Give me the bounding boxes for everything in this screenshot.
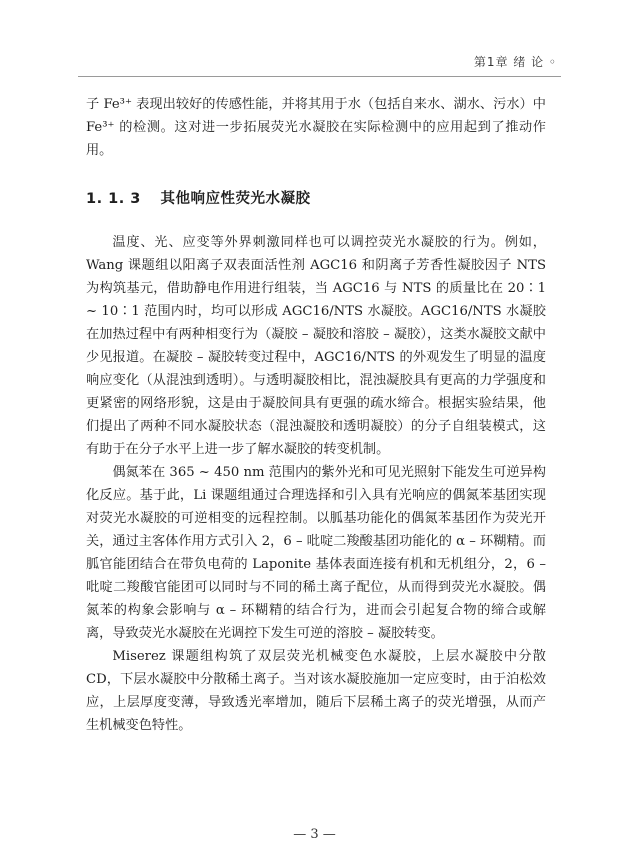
section-number: 1. 1. 3 (86, 191, 141, 207)
paragraph-continued: 子 Fe³⁺ 表现出较好的传感性能，并将其用于水（包括自来水、湖水、污水）中 Fe³⁺ 的检测。这对进一步拓展荧光水凝胶在实际检测中的应用起到了推动作用。 (86, 97, 546, 158)
running-header: 第1章 绪 论 ◦ (473, 55, 557, 69)
paragraph: Miserez 课题组构筑了双层荧光机械变色水凝胶，上层水凝胶中分散 CD，下层水凝胶中分散稀土离子。当对该水凝胶施加一定应变时，由于泊松效应，上层厚度变薄，导致透光率增加，随后下层稀土离子的荧光增强，从而产生机械变色特性。 (86, 649, 546, 733)
page-number: — 3 — (293, 827, 336, 842)
header-divider (78, 76, 561, 77)
section-title: 其他响应性荧光水凝胶 (160, 191, 311, 207)
paragraph: 温度、光、应变等外界刺激同样也可以调控荧光水凝胶的行为。例如，Wang 课题组以阳离子双表面活性剂 AGC16 和阴离子芳香性凝胶因子 NTS 为构筑基元，借助静电作用进行组装，当 AGC16 与 NTS 的质量比在 20∶1 ~ 10∶1 范围内时，均可以形成 AGC16/NTS 水凝胶。AGC16/NTS 水凝胶在加热过程中有两种相变行为（凝胶 – 凝胶和溶胶 – 凝胶），这类水凝胶文献中少见报道。在凝胶 – 凝胶转变过程中，AGC16/NTS 的外观发生了明显的温度响应变化（从混浊到透明）。与透明凝胶相比，混浊凝胶具有更高的力学强度和更紧密的网络形貌，这是由于凝胶间具有更强的疏水缔合。根据实验结果，他们提出了两种不同水凝胶状态（混浊凝胶和透明凝胶）的分子自组装模式，这有助于在分子水平上进一步了解水凝胶的转变机制。 (86, 235, 546, 457)
paragraph: 偶氮苯在 365 ~ 450 nm 范围内的紫外光和可见光照射下能发生可逆异构化反应。基于此，Li 课题组通过合理选择和引入具有光响应的偶氮苯基团实现对荧光水凝胶的可逆相变的远程控制。以胍基功能化的偶氮苯基团作为荧光开关，通过主客体作用方式引入 2，6 – 吡啶二羧酸基团功能化的 α – 环糊精。而胍官能团结合在带负电荷的 Laponite 基体表面连接有机和无机组分，2，6 – 吡啶二羧酸官能团可以同时与不同的稀土离子配位，从而得到荧光水凝胶。偶氮苯的构象会影响与 α – 环糊精的结合行为，进而会引起复合物的缔合或解离，导致荧光水凝胶在光调控下发生可逆的溶胶 – 凝胶转变。 (86, 465, 546, 641)
page-body (86, 93, 546, 737)
section-heading (86, 187, 546, 208)
